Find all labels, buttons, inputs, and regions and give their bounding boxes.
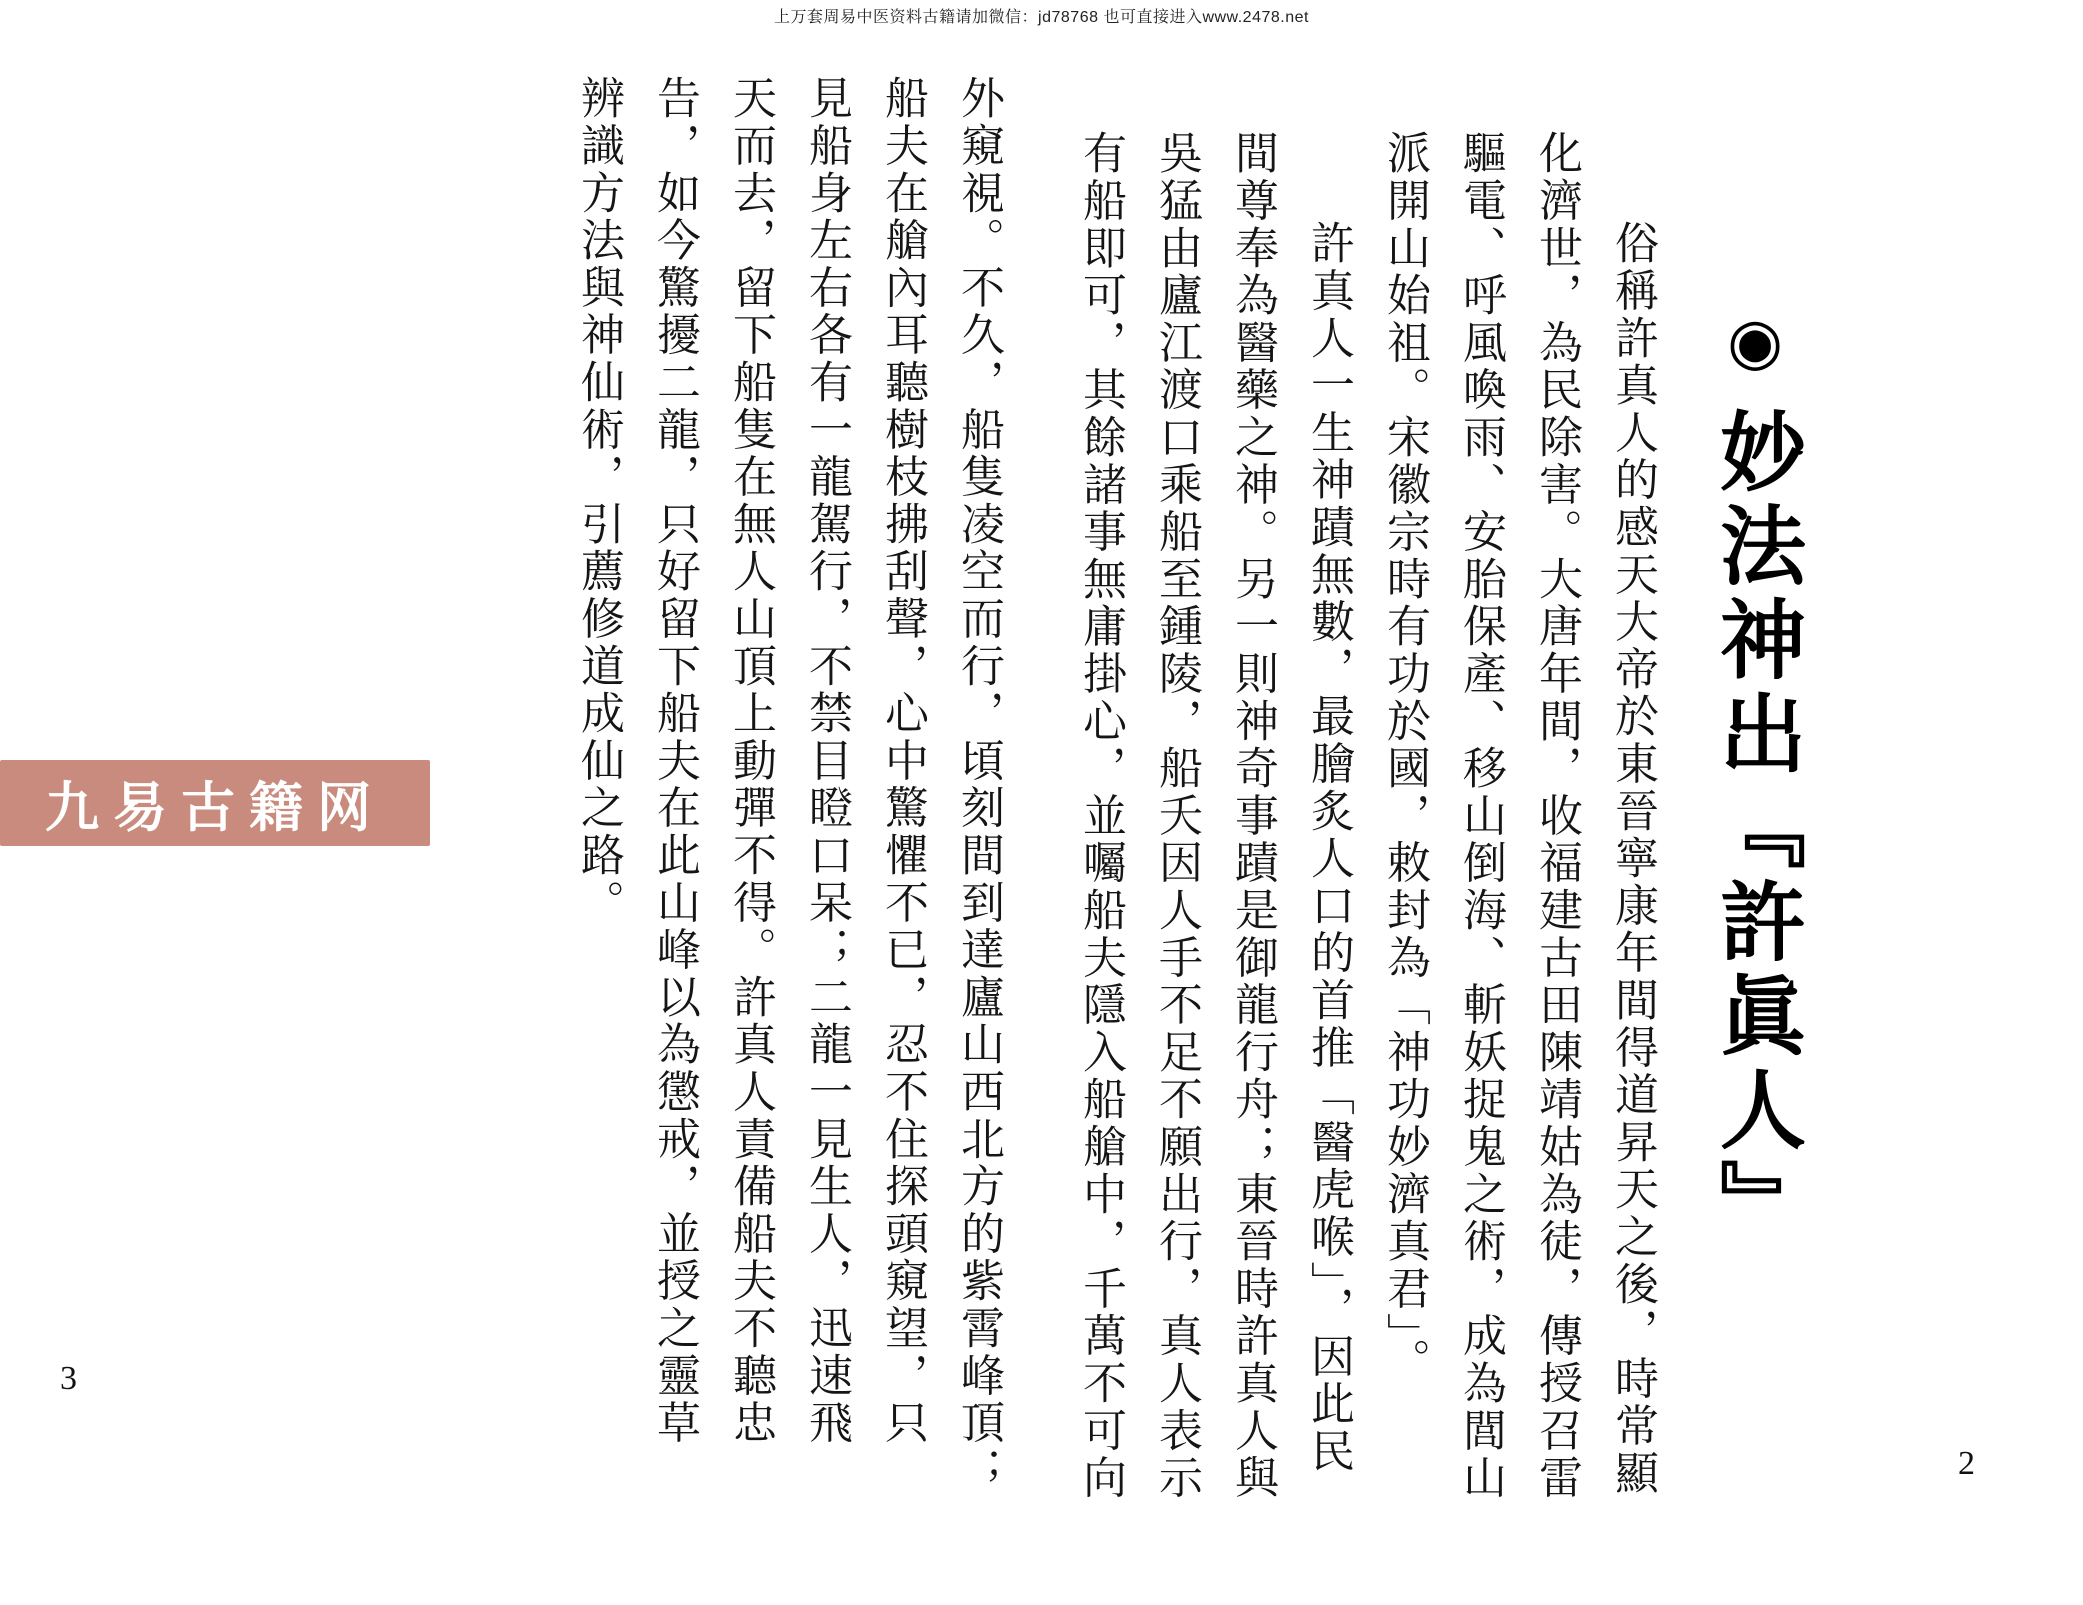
text-column: 天而去，留下船隻在無人山頂上動彈不得。許真人責備船夫不聽忠: [725, 75, 776, 1447]
text-column: 派開山始祖。宋徽宗時有功於國，敕封為「神功妙濟真君」。: [1379, 130, 1430, 1386]
text-column: 吳猛由廬江渡口乘船至鍾陵，船夭因人手不足不願出行，真人表示: [1151, 130, 1202, 1502]
text-column: 驅電、呼風喚雨、安胎保產、移山倒海、斬妖捉鬼之術，成為閭山: [1455, 130, 1506, 1502]
bullet-icon: ◉: [1718, 305, 1792, 387]
text-column: 外窺視。不久，船隻凌空而行，頃刻間到達廬山西北方的紫霄峰頂；: [953, 75, 1004, 1494]
text-column: 有船即可，其餘諸事無庸掛心，並囑船夫隱入船艙中，千萬不可向: [1075, 130, 1126, 1502]
text-column: 船夫在艙內耳聽樹枝拂刮聲，心中驚懼不已，忍不住探頭窺望，只: [877, 75, 928, 1447]
title-text: 妙法神出『許眞人』: [1705, 407, 1805, 1253]
text-column: 間尊奉為醫藥之神。另一則神奇事蹟是御龍行舟；東晉時許真人與: [1227, 130, 1278, 1502]
watermark-text: 九易古籍网: [45, 774, 385, 839]
text-column: 俗稱許真人的感天大帝於東晉寧康年間得道昇天之後，時常顯: [1607, 220, 1658, 1498]
text-column: 見船身左右各有一龍駕行，不禁目瞪口呆；二龍一見生人，迅速飛: [801, 75, 852, 1447]
text-column: 辨識方法與神仙術，引薦修道成仙之路。: [573, 75, 624, 927]
text-column: 許真人一生神蹟無數，最膾炙人口的首推「醫虎喉」，因此民: [1303, 220, 1354, 1476]
page-number-right: 2: [1958, 1445, 1975, 1482]
top-banner: 上万套周易中医资料古籍请加微信：jd78768 也可直接进入www.2478.net: [774, 9, 1309, 26]
page-number-left: 3: [60, 1360, 77, 1397]
watermark-badge: [0, 760, 430, 846]
text-column: 化濟世，為民除害。大唐年間，收福建古田陳靖姑為徒，傳授召雷: [1531, 130, 1582, 1502]
article-title: [1705, 305, 1805, 1253]
text-column: 告，如今驚擾二龍，只好留下船夫在此山峰以為懲戒，並授之靈草: [649, 75, 700, 1447]
